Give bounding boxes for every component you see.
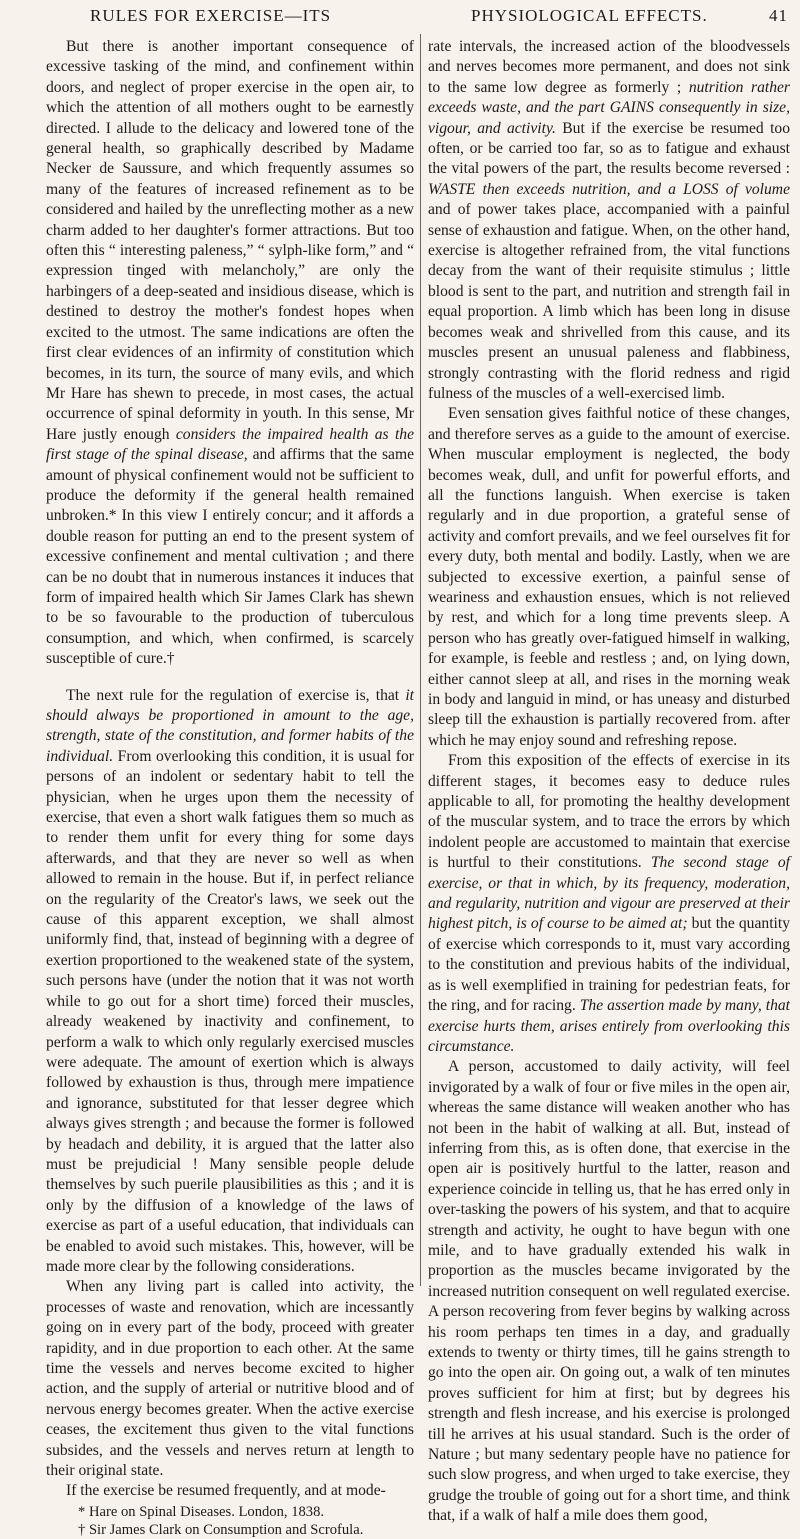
emphasis-text: considers the impaired health as the first stage of the spinal disease, (46, 425, 414, 464)
paragraph (428, 751, 790, 1057)
paragraph: Even sensation gives faithful notice of these changes, and therefore serves as a guide to the amount of exercise. When muscular employment is neglected, the body becomes weak, dull, and unfit for powerful efforts, and all the functions languish. When exercise is taken regularly and in due proportion, a grateful sense of activity and comfort prevails, and we feel ourselves fit for every duty, both mental and bodily. Lastly, when we are subjected to excessive exertion, a painful sense of weariness and exhaustion ensues, which is not relieved by rest, and which for a long time prevents sleep. A person who has greatly over-fatigued himself in walking, for example, is feeble and restless ; and, on lying down, either cannot sleep at all, and rises in the morning weak in body and languid in mind, or has uneasy and disturbed sleep till the exhaustion is partially recovered from. after which he may enjoy sound and refreshing repose. (428, 405, 790, 749)
paragraph (46, 686, 414, 1278)
paragraph-text: The next rule for the regulation of exercise is, that (66, 686, 406, 704)
paragraph-text: But if the exercise be resumed too often, or be carried too far, so as to fatigue and exhaust the vital powers of the part, the results become reversed : (428, 119, 790, 178)
emphasis-text: The second stage of exercise, or that in which, by its frequency, moderation, and regularity, nutrition and vigour are preserved at their highest pitch, is of course to be aimed at; (428, 854, 790, 933)
paragraph-text: rate intervals, the increased action of the bloodvessels and nerves becomes more permanent, and does not sink to the same low degree as formerly ; (428, 38, 790, 96)
running-header (30, 6, 800, 30)
page-number: 41 (769, 6, 788, 25)
paragraph-text: but the quantity of exercise which corresponds to it, must vary according to the constitution and previous habits of the individual, as is well exemplified in training for pedestrian feats, for the ring, and for racing. (428, 915, 790, 1015)
running-title-right: PHYSIOLOGICAL EFFECTS. (471, 6, 708, 25)
running-title-left: RULES FOR EXERCISE—ITS (90, 6, 332, 25)
paragraph-text: From this exposition of the effects of exercise in its different stages, it becomes easy to deduce rules applicable to all, for promoting the healthy development of the muscular system, and to trace the errors by which indolent people are accustomed to maintain that exercise is hurtful to their constitutions. (428, 752, 790, 872)
right-column (428, 37, 790, 1527)
paragraph-text: But there is another important consequence of excessive tasking of the mind, and confinement within doors, and neglect of proper exercise in the open air, to which the attention of all mothers ought to be earnestly directed. I allude to the delicacy and lowered tone of the general health, so graphically described by Madame Necker de Saussure, and which frequently assumes so many of the features of increased refinement as to be considered and hailed by the unreflecting mother as a new charm added to her daughter's former attractions. But too often this “ interesting paleness,” “ sylph-like form,” and “ expression tinged with melancholy,” are only the harbingers of a deep-seated and insidious disease, which is destined to destroy the mother's fondest hopes when excited to the utmost. The same indications are often the first clear evidences of an infirmity of constitution which becomes, in its turn, the source of many evils, and which Mr Hare has shewn to precede, in most cases, the actual occurrence of spinal deformity in youth. In this sense, Mr Hare justly enough (46, 38, 414, 443)
paragraph: A person, accustomed to daily activity, will feel invigorated by a walk of four or five miles in the open air, whereas the same distance will weaken another who has not been in the habit of walking at all. But, instead of inferring from this, as is often done, that exercise in the open air is positively hurtful to the latter, reason and experience coincide in telling us, that he has erred only in over-tasking the powers of his system, and that to acquire strength and activity, he ought to have begun with one mile, and to have gradually extended his walk in proportion as the muscles became invigorated by the increased nutrition consequent on well regulated exercise. A person recovering from fever begins by walking across his room perhaps ten times in a day, and gradually extends to twenty or thirty times, till he gains strength to go into the open air. On going out, a walk of ten minutes proves sufficient for him at first; but by degrees his strength and flesh increase, and his exercise is prolonged till he arrives at his usual standard. Such is the order of Nature ; but many sedentary people have no patience for such slow progress, and when urged to take exercise, they grudge the trouble of going out for a short time, and think that, if a walk of half a mile does them good, (428, 1058, 790, 1525)
footnote: † Sir James Clark on Consumption and Scrofula. (78, 1521, 364, 1538)
left-column (46, 37, 414, 1539)
footnotes (46, 1503, 414, 1539)
paragraph-text: and of power takes place, accompanied with a painful sense of exhaustion and fatigue. When, on the other hand, exercise is altogether refrained from, the vital functions decay from the want of their requisite stimulus ; little blood is sent to the part, and nutrition and strength fail in equal proportion. A limb which has been long in disuse becomes weak and shrivelled from this cause, and its muscles present an unusual paleness and flabbiness, strongly contrasting with the florid redness and rigid fulness of the muscles of a well-exercised limb. (428, 201, 790, 402)
emphasis-text: WASTE then exceeds nutrition, and a LOSS of volume (428, 180, 790, 198)
paragraph: When any living part is called into activity, the processes of waste and renovation, which are incessantly going on in every part of the body, proceed with greater rapidity, and in due proportion to each other. At the same time the vessels and nerves become excited to higher action, and the supply of arterial or nutritive blood and of nervous energy becomes greater. When the active exercise ceases, the excitement thus given to the vital functions subsides, and the vessels and nerves return at length to their original state. (46, 1278, 414, 1480)
paragraph: If the exercise be resumed frequently, and at mode- (66, 1482, 386, 1500)
paragraph (46, 37, 414, 670)
emphasis-text: nutrition rather exceeds waste, and the part GAINS consequently in size, vigour, and activity. (428, 78, 790, 137)
emphasis-text: The assertion made by many, that exercise hurts them, arises entirely from overlooking this circumstance. (428, 997, 790, 1055)
paragraph-text: From overlooking this condition, it is usual for persons of an indolent or sedentary habit to tell the physician, when he urges upon them the necessity of exercise, that even a short walk fatigues them so much as to render them unfit for every thing for some days afterwards, and that they are never so well as when allowed to remain in the house. But if, in perfect reliance on the regularity of the Creator's laws, we seek out the cause of this apparent exception, we shall almost uniformly find, that, instead of beginning with a degree of exertion proportioned to the weakened state of the system, such persons have (under the notion that it was not worth while to go out for a short time) forced their muscles, already weakened by inactivity and confinement, to perform a walk to which only regularly exercised muscles were adequate. The amount of exertion which is always followed by exhaustion is thus, through mere impatience and ignorance, substituted for that lesser degree which always gives strength ; and because the former is followed by headach and debility, it is argued that the latter also must be prejudicial ! Many sensible people delude themselves by such puerile plausibilities as this ; and it is only by the diffusion of a knowledge of the laws of exercise as part of a useful education, that individuals can be enabled to avoid such mistakes. This, however, will be made more clear by the following considerations. (46, 747, 414, 1275)
paragraph-text: and affirms that the same amount of physical confinement would not be sufficient to produce the deformity if the general health remained unbroken.* In this view I entirely concur; and it affords a double reason for putting an end to the present system of excessive confinement and mental cultivation ; and there can be no doubt that in numerous instances it induces that form of impaired health which Sir James Clark has shewn to be so favourable to the production of tuberculous consumption, and which, when confirmed, is scarcely susceptible of cure.† (46, 446, 415, 668)
footnote: * Hare on Spinal Diseases. London, 1838. (78, 1503, 325, 1520)
column-divider (420, 34, 421, 1286)
emphasis-text: it should always be proportioned in amount to the age, strength, state of the constitution, and former habits of the individual. (46, 686, 414, 765)
paragraph (428, 37, 790, 404)
